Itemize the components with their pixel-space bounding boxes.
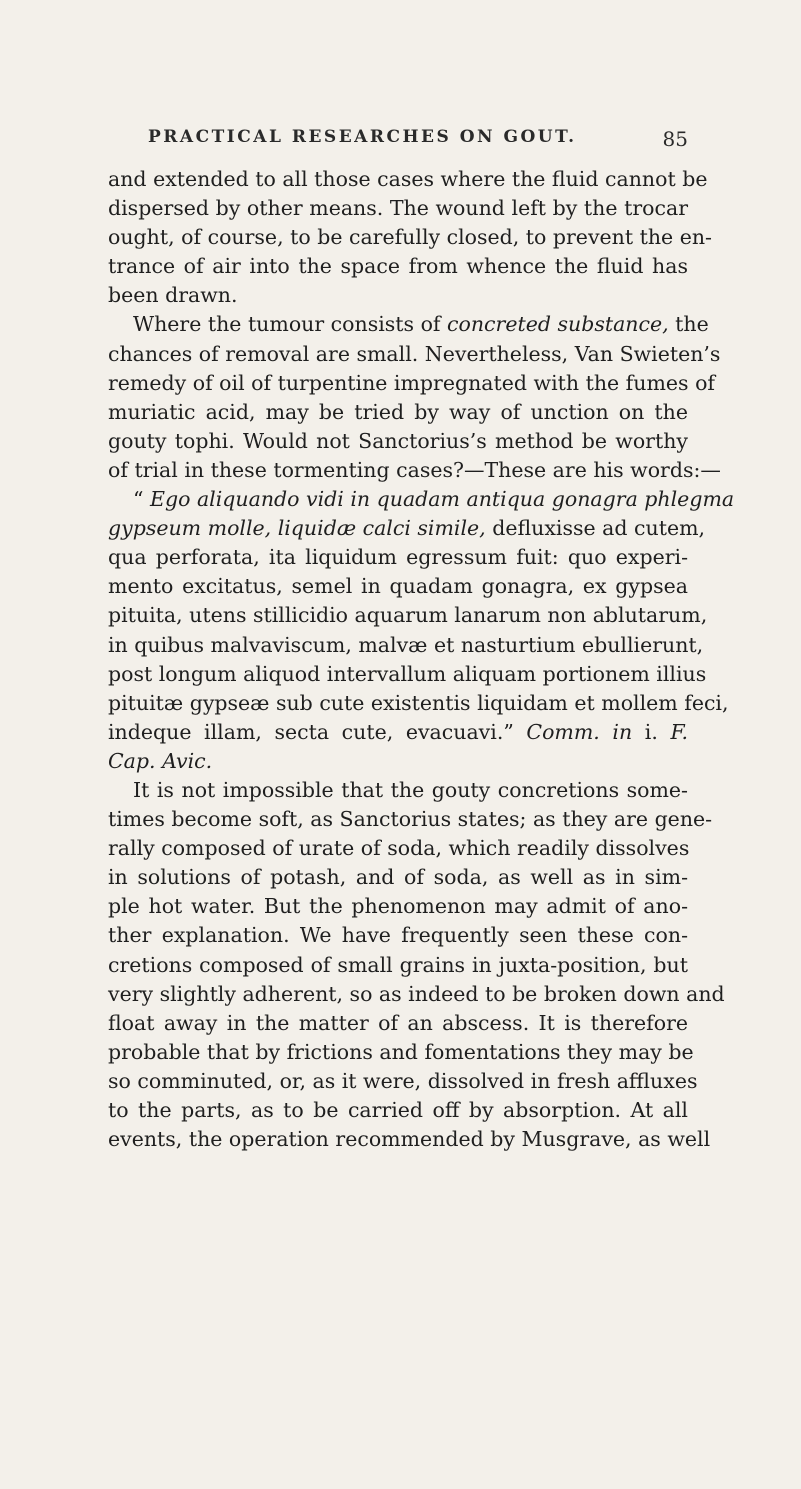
text-line-2: dispersed by other means. The wound left by the trocar bbox=[108, 196, 688, 221]
text-line-27: ther explanation. We have frequently seen these con- bbox=[108, 923, 688, 948]
text-line-6: Where the tumour consists of concreted substance, the bbox=[133, 312, 709, 337]
text-line-4: trance of air into the space from whence the fluid has bbox=[108, 254, 688, 279]
text-line-14: qua perforata, ita liquidum egressum fuit: quo experi- bbox=[108, 545, 688, 570]
text-line-17: in quibus malvaviscum, malvæ et nasturtium ebullierunt, bbox=[108, 632, 704, 657]
text-line-15: mento excitatus, semel in quadam gonagra, ex gypsea bbox=[108, 574, 688, 599]
text-line-32: so comminuted, or, as it were, dissolved in fresh affluxes bbox=[108, 1068, 698, 1093]
body-text bbox=[108, 165, 735, 1154]
text-line-9: muriatic acid, may be tried by way of unction on the bbox=[108, 399, 688, 424]
text-line-13: gypseum molle, liquidæ calci simile, defluxisse ad cutem, bbox=[108, 516, 706, 541]
page-header bbox=[148, 127, 688, 153]
text-line-11: of trial in these tormenting cases?—These are his words:— bbox=[108, 457, 721, 482]
running-title: PRACTICAL RESEARCHES ON GOUT. bbox=[148, 127, 577, 147]
text-line-33: to the parts, as to be carried off by absorption. At all bbox=[108, 1098, 688, 1122]
text-line-31: probable that by frictions and fomentations they may be bbox=[108, 1039, 694, 1064]
text-line-28: cretions composed of small grains in juxta-position, but bbox=[108, 952, 688, 977]
text-line-25: in solutions of potash, and of soda, as well as in sim- bbox=[108, 865, 688, 890]
text-line-21: Cap. Avic. bbox=[108, 748, 213, 773]
text-line-8: remedy of oil of turpentine impregnated with the fumes of bbox=[108, 370, 716, 395]
text-line-29: very slightly adherent, so as indeed to be broken down and bbox=[108, 981, 725, 1006]
text-line-26: ple hot water. But the phenomenon may admit of ano- bbox=[108, 894, 688, 919]
text-line-1: and extended to all those cases where the fluid cannot be bbox=[108, 167, 708, 191]
text-line-18: post longum aliquod intervallum aliquam portionem illius bbox=[108, 661, 707, 686]
text-line-23: times become soft, as Sanctorius states; as they are gene- bbox=[108, 807, 713, 832]
text-line-5: been drawn. bbox=[108, 283, 238, 308]
text-line-19: pituitæ gypseæ sub cute existentis liquidam et mollem feci, bbox=[108, 690, 729, 715]
text-line-7: chances of removal are small. Nevertheless, Van Swieten’s bbox=[108, 341, 721, 366]
text-line-16: pituita, utens stillicidio aquarum lanarum non ablutarum, bbox=[108, 603, 708, 628]
text-line-20: indeque illam, secta cute, evacuavi.” Comm. in i. F. bbox=[108, 719, 688, 744]
page-number: 85 bbox=[662, 127, 688, 151]
text-line-12: “ Ego aliquando vidi in quadam antiqua gonagra phlegma bbox=[133, 487, 735, 512]
text-line-10: gouty tophi. Would not Sanctorius’s method be worthy bbox=[108, 428, 688, 453]
text-line-30: float away in the matter of an abscess. It is therefore bbox=[108, 1010, 688, 1035]
text-line-3: ought, of course, to be carefully closed, to prevent the en- bbox=[108, 225, 712, 250]
text-line-22: It is not impossible that the gouty concretions some- bbox=[133, 777, 688, 802]
text-line-24: rally composed of urate of soda, which readily dissolves bbox=[108, 836, 690, 861]
text-line-34: events, the operation recommended by Musgrave, as well bbox=[108, 1127, 711, 1152]
